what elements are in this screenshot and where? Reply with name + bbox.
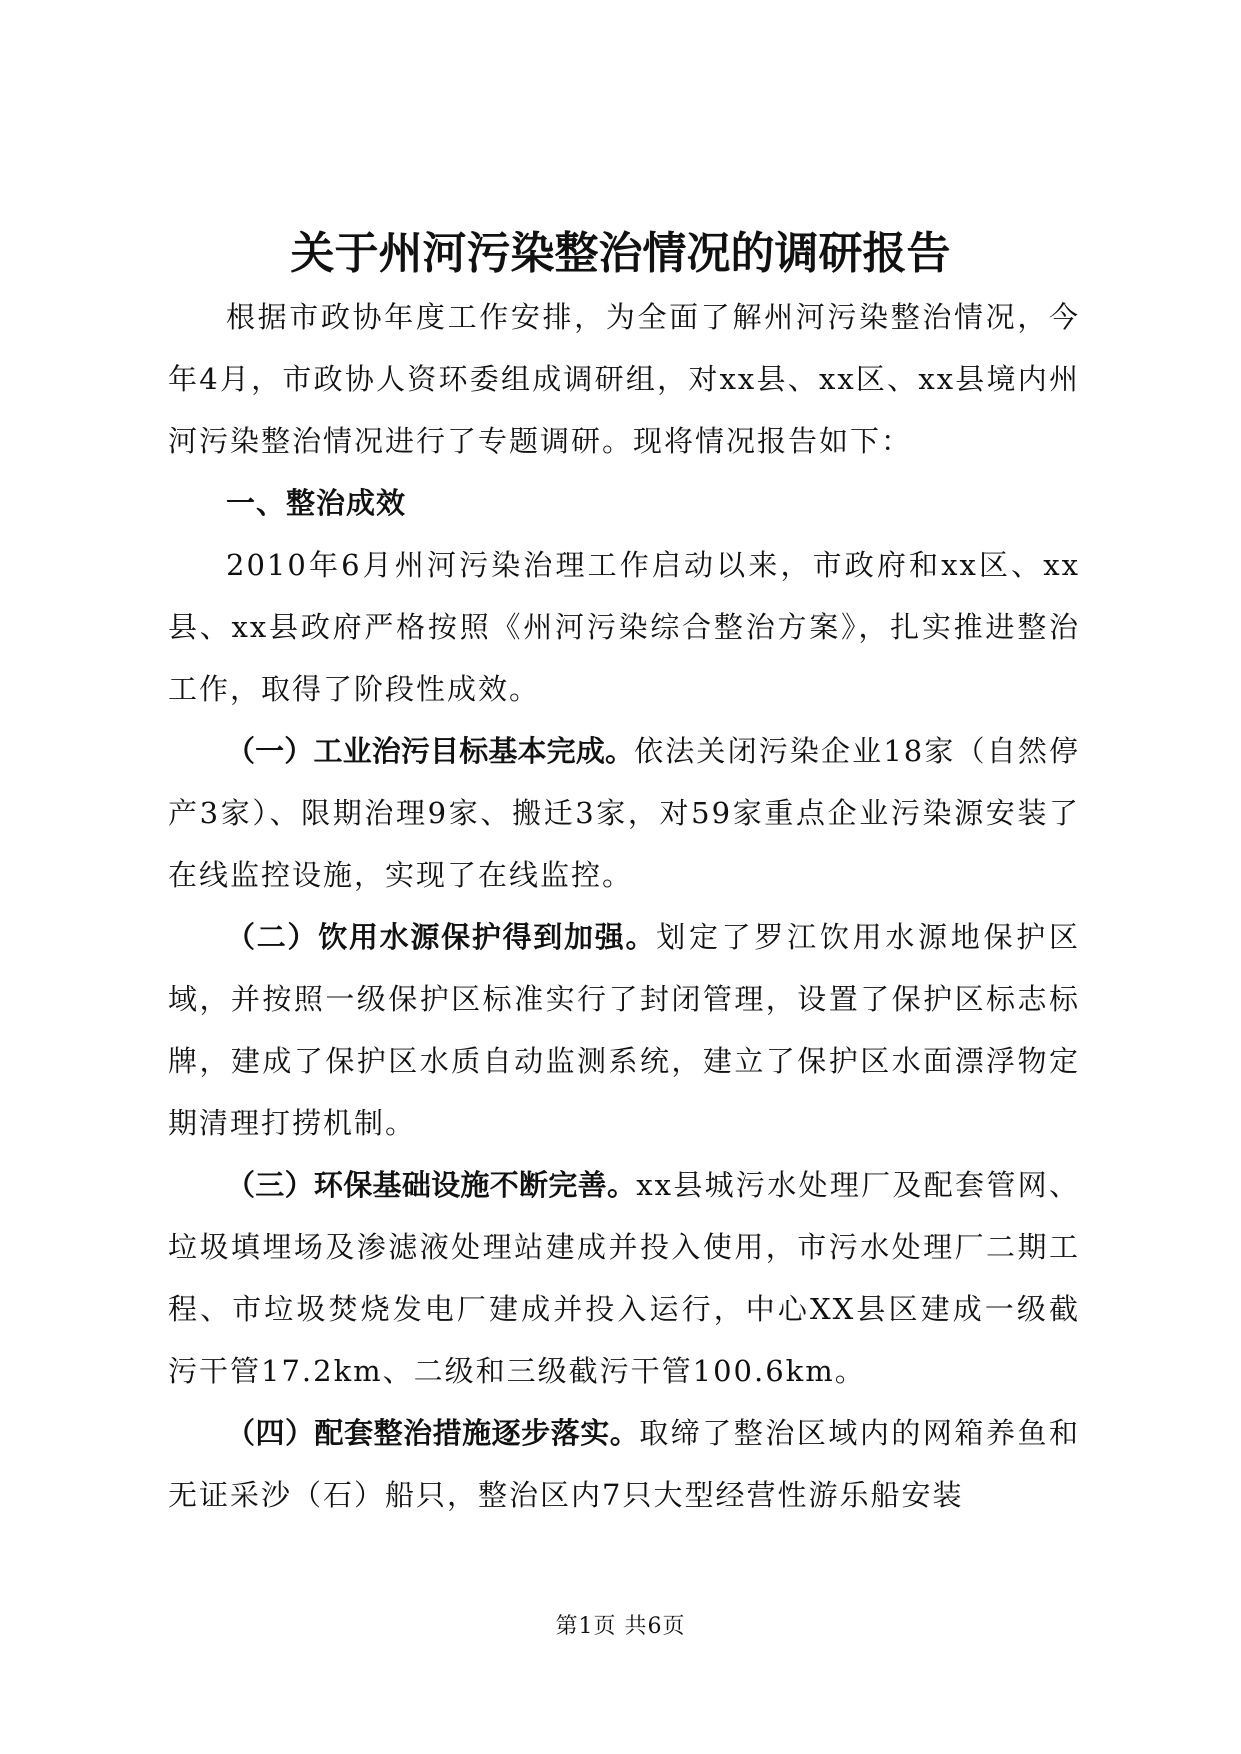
- item-paragraph-2: [168, 906, 1080, 1154]
- item-paragraph-3: [168, 1154, 1080, 1402]
- item-lead-2: （二）饮用水源保护得到加强。: [226, 920, 657, 954]
- item-text-1: 依法关闭污染企业18家（自然停产3家）、限期治理9家、搬迁3家，对59家重点企业污染源安装了在线监控设施，实现了在线监控。: [168, 734, 1080, 892]
- item-lead-1: （一）工业治污目标基本完成。: [226, 734, 635, 768]
- item-text-3: xx县城污水处理厂及配套管网、垃圾填埋场及渗滤液处理站建成并投入使用，市污水处理厂二期工程、市垃圾焚烧发电厂建成并投入运行，中心XX县区建成一级截污干管17.2km、二级和三级截污干管100.6km。: [168, 1168, 1080, 1388]
- item-lead-3: （三）环保基础设施不断完善。: [226, 1168, 637, 1202]
- item-paragraph-1: [168, 720, 1080, 906]
- section-heading: 一、整治成效: [226, 486, 407, 520]
- item-paragraph-4: [168, 1402, 1080, 1526]
- document-title: 关于州河污染整治情况的调研报告: [290, 228, 951, 279]
- page-number-footer: 第1页 共6页: [555, 1614, 686, 1639]
- item-text-4: 取缔了整治区域内的网箱养鱼和无证采沙（石）船只，整治区内7只大型经营性游乐船安装: [168, 1416, 1080, 1512]
- intro-paragraph: 根据市政协年度工作安排，为全面了解州河污染整治情况，今年4月，市政协人资环委组成调研组，对xx县、xx区、xx县境内州河污染整治情况进行了专题调研。现将情况报告如下：: [168, 300, 1080, 458]
- section-intro-paragraph: 2010年6月州河污染治理工作启动以来，市政府和xx区、xx县、xx县政府严格按照《州河污染综合整治方案》，扎实推进整治工作，取得了阶段性成效。: [168, 548, 1080, 706]
- document-body: [168, 286, 1080, 1526]
- item-lead-4: （四）配套整治措施逐步落实。: [226, 1416, 640, 1450]
- item-text-2: 划定了罗江饮用水源地保护区域，并按照一级保护区标准实行了封闭管理，设置了保护区标志标牌，建成了保护区水质自动监测系统，建立了保护区水面漂浮物定期清理打捞机制。: [168, 920, 1080, 1140]
